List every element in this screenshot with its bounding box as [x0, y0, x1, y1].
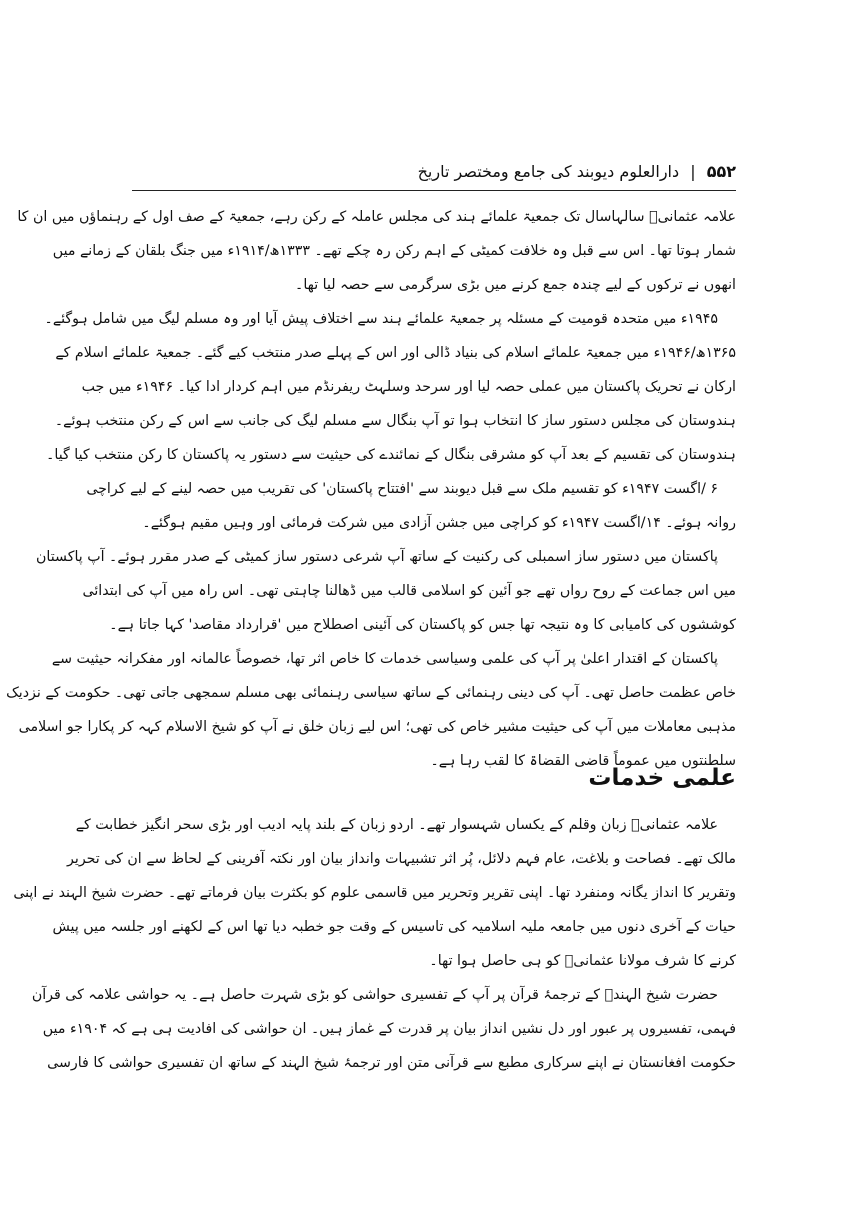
header-separator: | [690, 162, 696, 181]
book-title: دارالعلوم دیوبند کی جامع ومختصر تاریخ [417, 162, 680, 181]
text-line: علامہ عثمانیؒ زبان وقلم کے یکساں شہسوار تھے۔ اردو زبان کے بلند پایہ ادیب اور بڑی سحر انگیز خطابت کے [75, 817, 718, 833]
text-line: روانہ ہوئے۔ ۱۴/اگست ۱۹۴۷ء کو کراچی میں جشن آزادی میں شرکت فرمائی اور وہیں مقیم ہوگئے۔ [142, 515, 736, 531]
section-politics-text [6, 200, 736, 778]
text-line: شمار ہوتا تھا۔ اس سے قبل وہ خلافت کمیٹی کے اہم رکن رہ چکے تھے۔ ۱۳۳۳ھ/۱۹۱۴ء میں جنگ بلقان کے زمانے میں [52, 243, 736, 259]
text-line: انھوں نے ترکوں کے لیے چندہ جمع کرنے میں بڑی سرگرمی سے حصہ لیا تھا۔ [295, 277, 736, 293]
section-scholarly-text [13, 808, 736, 1080]
text-line: علامہ عثمانیؒ سالہاسال تک جمعیۃ علمائے ہند کی مجلس عاملہ کے رکن رہے، جمعیۃ کے صف اول کے رہنماؤں میں ان کا [17, 209, 736, 225]
text-line: خاص عظمت حاصل تھی۔ آپ کی دینی رہنمائی کے ساتھ سیاسی رہنمائی بھی مسلم سمجھی جاتی تھی۔ حکومت کے نزدیک [6, 685, 736, 701]
header-rule [132, 190, 736, 191]
page-number: ۵۵۲ [706, 162, 736, 181]
text-line: ۶ /اگست ۱۹۴۷ء کو تقسیم ملک سے قبل دیوبند سے 'افتتاح پاکستان' کی تقریب میں حصہ لینے کے لیے کراچی [86, 481, 718, 497]
text-line: ہندوستان کی مجلس دستور ساز کا انتخاب ہوا تو آپ بنگال سے مسلم لیگ کی جانب سے اس کے رکن منتخب ہوئے۔ [54, 413, 736, 429]
running-head [132, 158, 736, 186]
text-line: فہمی، تفسیروں پر عبور اور دل نشیں انداز بیان پر قدرت کے غماز ہیں۔ ان حواشی کی افادیت ہی ہے کہ ۱۹۰۴ء میں [42, 1021, 736, 1037]
text-line: مذہبی معاملات میں آپ کی حیثیت مشیر خاص کی تھی؛ اس لیے زبان خلق نے آپ کو شیخ الاسلام کہہ کر پکارا جو اسلامی [18, 719, 736, 735]
text-line: کرنے کا شرف مولانا عثمانیؒ کو ہی حاصل ہوا تھا۔ [429, 953, 736, 969]
text-line: پاکستان میں دستور ساز اسمبلی کی رکنیت کے ساتھ آپ شرعی دستور ساز کمیٹی کے صدر مقرر ہوئے۔ آپ پاکستان [36, 549, 718, 565]
text-line: سلطنتوں میں عموماً قاضی القضاۃ کا لقب رہا ہے۔ [430, 753, 736, 769]
text-line: ارکان نے تحریک پاکستان میں عملی حصہ لیا اور سرحد وسلہٹ ریفرنڈم میں اہم کردار ادا کیا۔ ۱۹۴۶ء میں جب [81, 379, 736, 395]
section-heading: علمی خدمات [588, 765, 736, 791]
text-line: ۱۳۶۵ھ/۱۹۴۶ء میں جمعیۃ علمائے اسلام کی بنیاد ڈالی اور اس کے پہلے صدر منتخب کیے گئے۔ جمعیۃ علمائے اسلام کے [55, 345, 736, 361]
text-line: پاکستان کے اقتدار اعلیٰ پر آپ کی علمی وسیاسی خدمات کا خاص اثر تھا، خصوصاً عالمانہ اور مفکرانہ حیثیت سے [51, 651, 718, 667]
text-line: میں اس جماعت کے روح رواں تھے جو آئین کو اسلامی قالب میں ڈھالنا چاہتی تھی۔ اس راہ میں آپ کی ابتدائی [82, 583, 736, 599]
text-line: حضرت شیخ الہندؒ کے ترجمۂ قرآن پر آپ کے تفسیری حواشی کو بڑی شہرت حاصل ہے۔ یہ حواشی علامہ کی قرآن [31, 987, 718, 1003]
text-line: ۱۹۴۵ء میں متحدہ قومیت کے مسئلہ پر جمعیۃ علمائے ہند سے اختلاف پیش آیا اور وہ مسلم لیگ میں شامل ہوگئے۔ [44, 311, 718, 327]
text-line: حیات کے آخری دنوں میں جامعہ ملیہ اسلامیہ کی تاسیس کے وقت جو خطبہ دیا تھا اس کے لکھنے اور جلسہ میں پیش [52, 919, 736, 935]
text-line: حکومت افغانستان نے اپنے سرکاری مطبع سے قرآنی متن اور ترجمۂ شیخ الہند کے ساتھ ان تفسیری حواشی کا فارسی [47, 1055, 736, 1071]
text-line: وتقریر کا انداز یگانہ ومنفرد تھا۔ اپنی تقریر وتحریر میں قاسمی علوم کو بکثرت بیان فرماتے تھے۔ حضرت شیخ الہند نے اپنی [13, 885, 736, 901]
text-line: ہندوستان کی تقسیم کے بعد آپ کو مشرقی بنگال کے نمائندے کی حیثیت سے دستور یہ پاکستان کا رکن منتخب کیا گیا۔ [46, 447, 736, 463]
text-line: کوششوں کی کامیابی کا وہ نتیجہ تھا جس کو پاکستان کی آئینی اصطلاح میں 'قرارداد مقاصد' کہا جاتا ہے۔ [109, 617, 736, 633]
text-line: مالک تھے۔ فصاحت و بلاغت، عام فہم دلائل، پُر اثر تشبیہات وانداز بیان اور نکتہ آفرینی کے لحاظ سے ان کی تحریر [67, 851, 736, 867]
